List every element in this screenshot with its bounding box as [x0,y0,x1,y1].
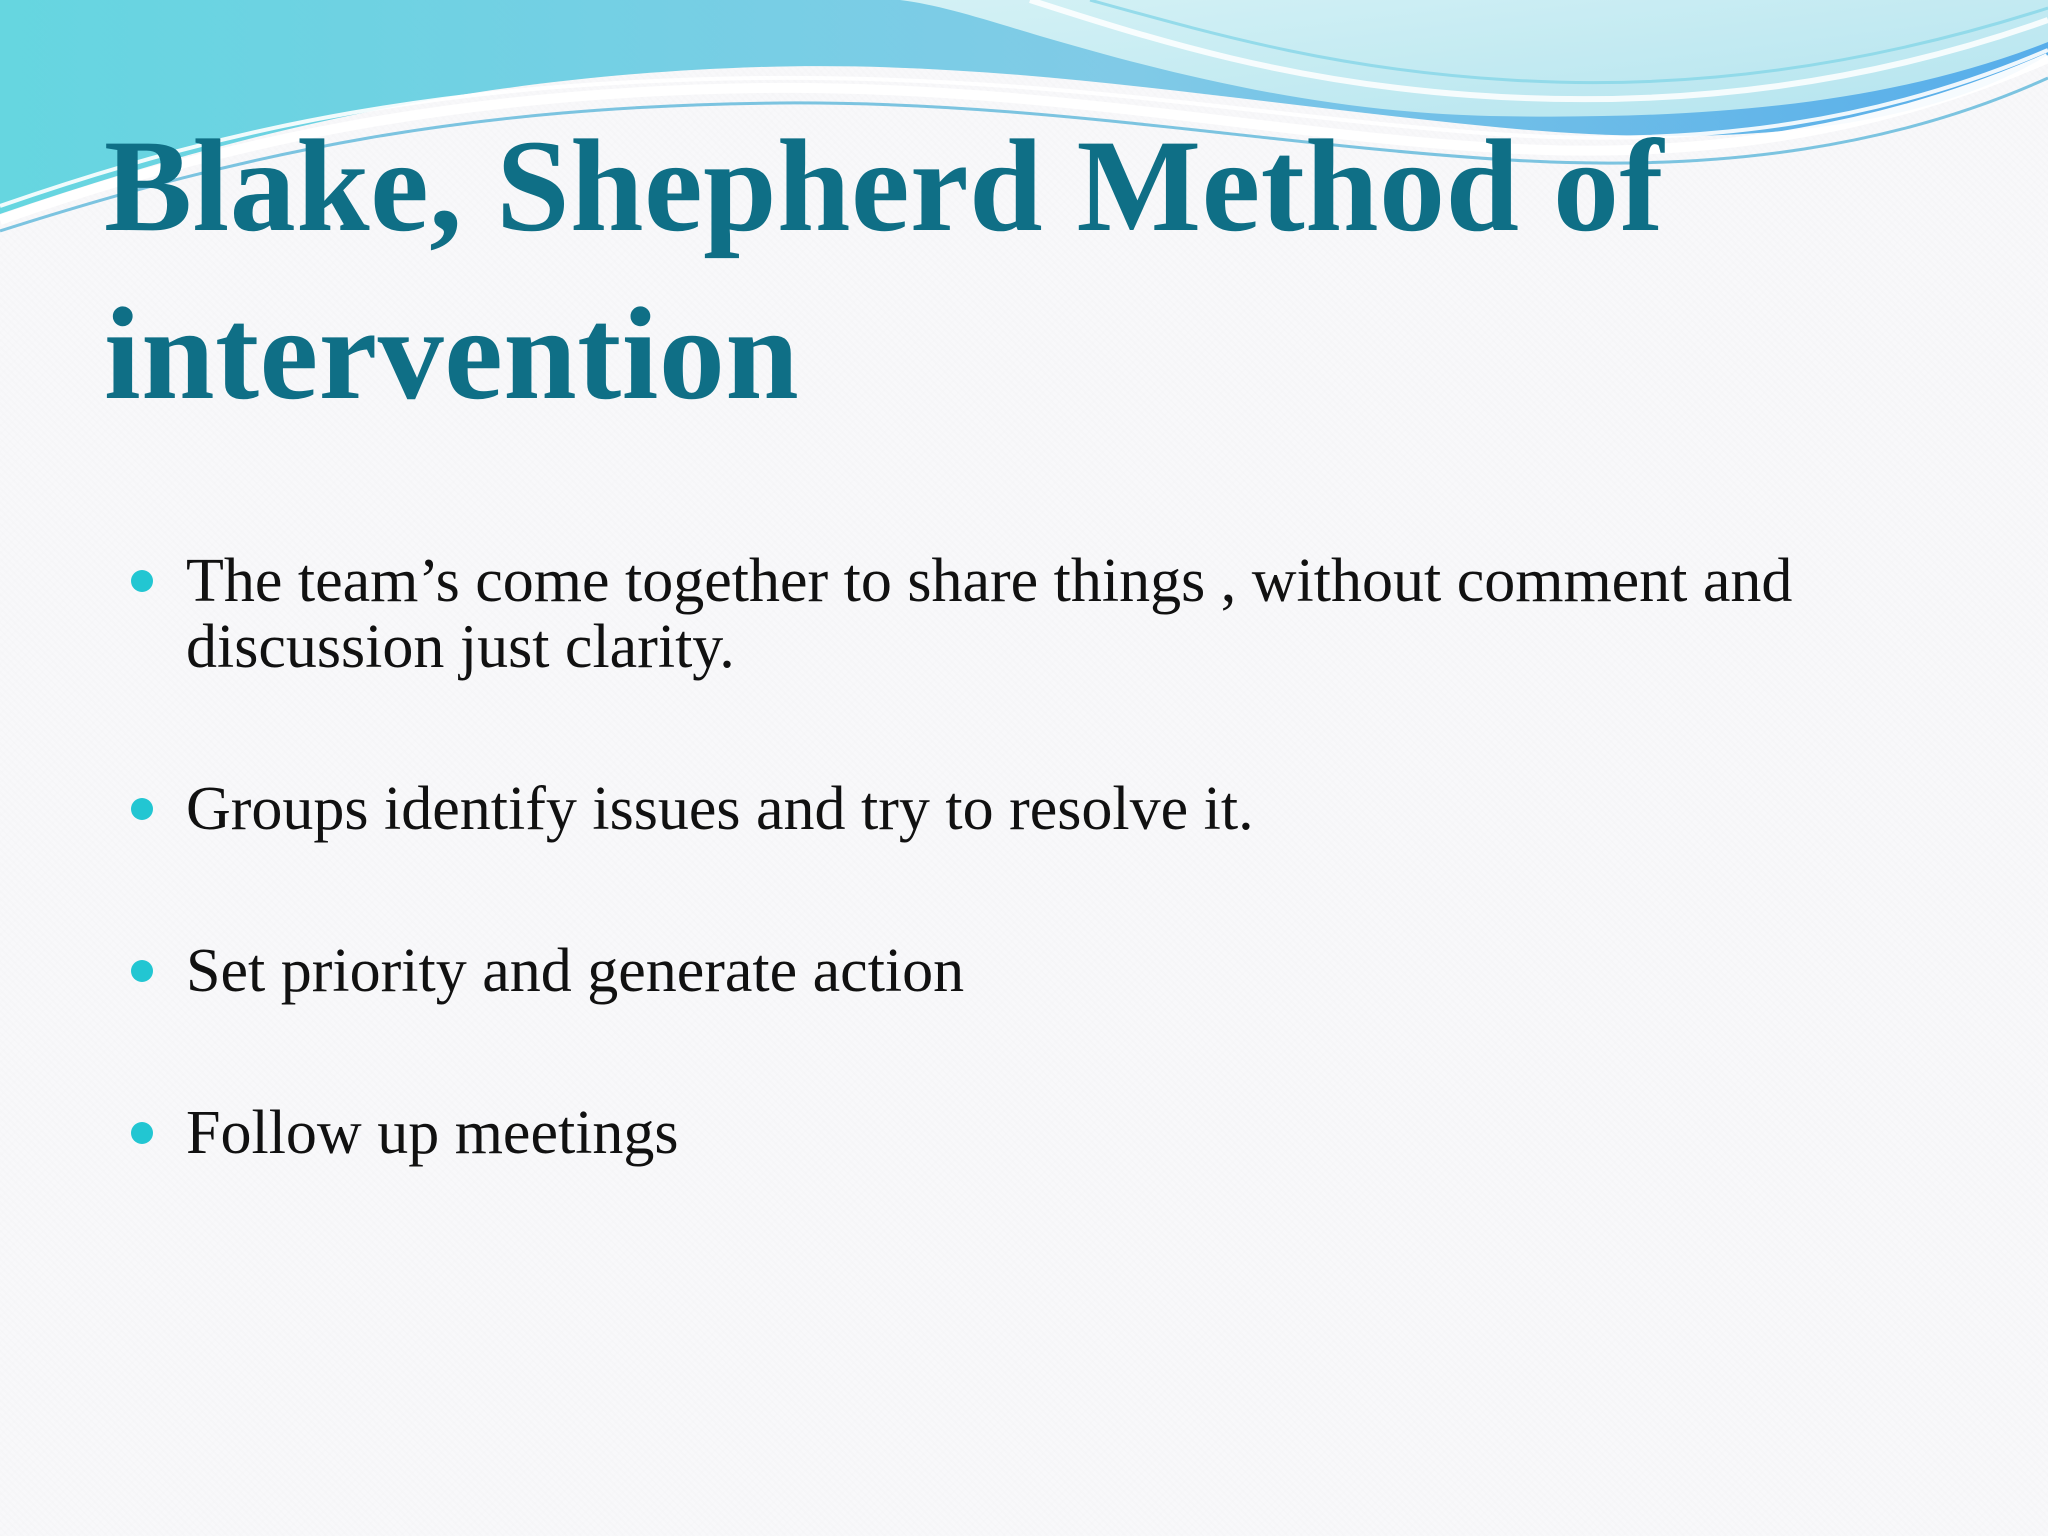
bullet-text-4: Follow up meetings [186,1099,679,1167]
bullet-text-3: Set priority and generate action [186,937,965,1005]
bullet-item-1 [126,548,1926,680]
bullet-item-2 [126,776,1926,842]
bullet-item-3 [126,938,1926,1004]
bullet-text-1: The team’s come together to share things , without comment and discussion just clarity. [186,547,1793,681]
bullet-dot-icon [131,960,153,982]
bullet-list [126,548,1926,1166]
bullet-text-2: Groups identify issues and try to resolve it. [186,775,1254,843]
slide-title: Blake, Shepherd Method of intervention [104,112,1664,427]
bullet-dot-icon [131,798,153,820]
bullet-dot-icon [131,1122,153,1144]
bullet-item-4 [126,1100,1926,1166]
bullet-dot-icon [131,570,153,592]
